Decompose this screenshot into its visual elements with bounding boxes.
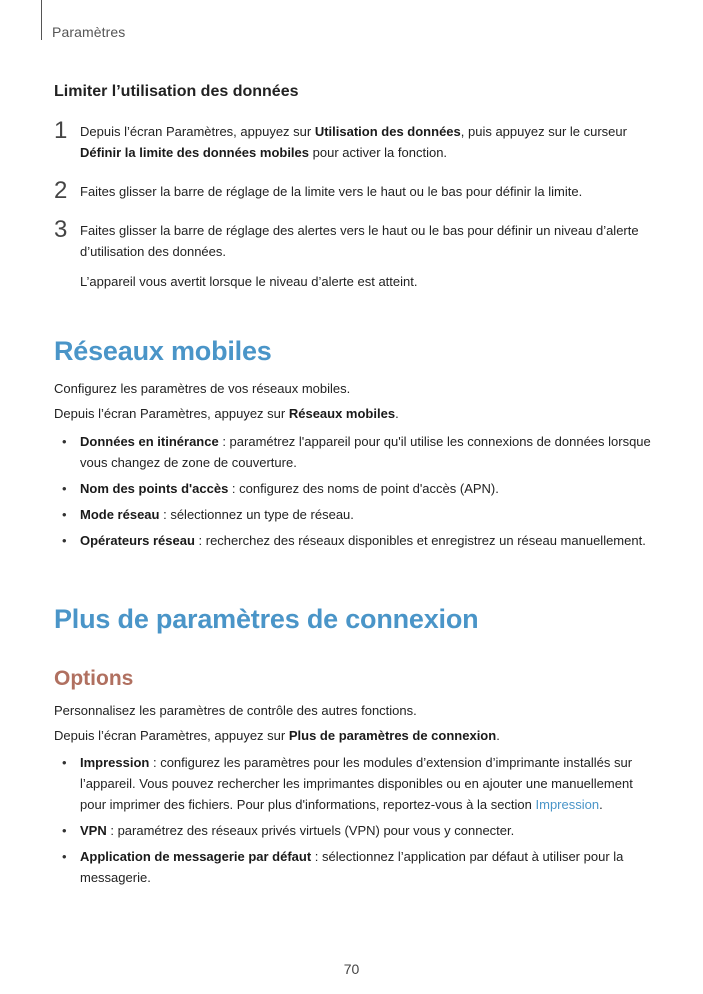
more-connection-heading: Plus de paramètres de connexion: [54, 604, 479, 634]
mobile-networks-options: [54, 431, 654, 556]
option-term: Nom des points d'accès: [80, 481, 229, 496]
list-item: • Mode réseau : sélectionnez un type de réseau.: [54, 504, 654, 525]
bullet-icon: •: [62, 434, 67, 449]
ui-term: Utilisation des données: [314, 124, 461, 139]
mobile-networks-intro: Configurez les paramètres de vos réseaux mobiles.: [54, 381, 351, 396]
limit-steps-list: [54, 117, 654, 310]
step-number: 3: [54, 216, 68, 243]
list-item: • Nom des points d'accès : configurez des noms de point d'accès (APN).: [54, 478, 654, 499]
option-term: Données en itinérance: [80, 434, 219, 449]
step-text: Faites glisser la barre de réglage des alertes vers le haut ou le bas pour définir un niveau d’alerte d’utilisation des données.: [80, 223, 639, 259]
bullet-icon: •: [62, 849, 67, 864]
list-item: • Données en itinérance : paramétrez l'appareil pour qu'il utilise les connexions de données lorsque vous changez de zone de couverture.: [54, 431, 654, 473]
page-margin-rule: [41, 0, 42, 40]
ui-term: Réseaux mobiles: [288, 406, 396, 421]
mobile-networks-path: Depuis l’écran Paramètres, appuyez sur Réseaux mobiles.: [54, 406, 399, 421]
option-term: Mode réseau: [80, 507, 160, 522]
option-term: Impression: [80, 755, 150, 770]
bullet-icon: •: [62, 507, 67, 522]
more-connection-options: [54, 752, 654, 893]
options-intro: Personnalisez les paramètres de contrôle des autres fonctions.: [54, 703, 417, 718]
step-3: [54, 216, 654, 292]
step-number: 1: [54, 117, 68, 144]
list-item: • VPN : paramétrez des réseaux privés virtuels (VPN) pour vous y connecter.: [54, 820, 654, 841]
step-1: [54, 117, 654, 163]
option-term: VPN: [80, 823, 107, 838]
ui-term: Définir la limite des données mobiles: [80, 145, 310, 160]
bullet-icon: •: [62, 823, 67, 838]
option-term: Opérateurs réseau: [80, 533, 195, 548]
bullet-icon: •: [62, 755, 67, 770]
option-term: Application de messagerie par défaut: [80, 849, 312, 864]
step-number: 2: [54, 177, 68, 204]
bullet-icon: •: [62, 533, 67, 548]
page-number: 70: [343, 961, 360, 977]
options-subheading: Options: [54, 667, 134, 690]
bullet-icon: •: [62, 481, 67, 496]
step-text: Depuis l’écran Paramètres, appuyez sur Utilisation des données, puis appuyez sur le curseur Définir la limite des données mobiles pour activer la fonction.: [80, 124, 627, 160]
options-path: Depuis l’écran Paramètres, appuyez sur Plus de paramètres de connexion.: [54, 728, 500, 743]
step-2: [54, 177, 654, 204]
list-item: • Opérateurs réseau : recherchez des réseaux disponibles et enregistrez un réseau manuellement.: [54, 530, 654, 551]
running-header: Paramètres: [52, 24, 126, 40]
step-note: L’appareil vous avertit lorsque le niveau d’alerte est atteint.: [80, 274, 418, 289]
list-item: • Impression : configurez les paramètres pour les modules d’extension d’imprimante installés sur l’appareil. Vous pouvez rechercher les imprimantes disponibles ou en ajouter une manuellement pour imprimer des fichiers. Pour plus d'informations, reportez-vous à la section Impression.: [54, 752, 654, 815]
step-text: Faites glisser la barre de réglage de la limite vers le haut ou le bas pour définir la limite.: [80, 184, 583, 199]
mobile-networks-heading: Réseaux mobiles: [54, 336, 272, 366]
limit-data-heading: Limiter l’utilisation des données: [54, 83, 299, 100]
impression-section-link[interactable]: Impression: [535, 797, 600, 812]
list-item: • Application de messagerie par défaut : sélectionnez l’application par défaut à utiliser pour la messagerie.: [54, 846, 654, 888]
ui-term: Plus de paramètres de connexion: [288, 728, 497, 743]
